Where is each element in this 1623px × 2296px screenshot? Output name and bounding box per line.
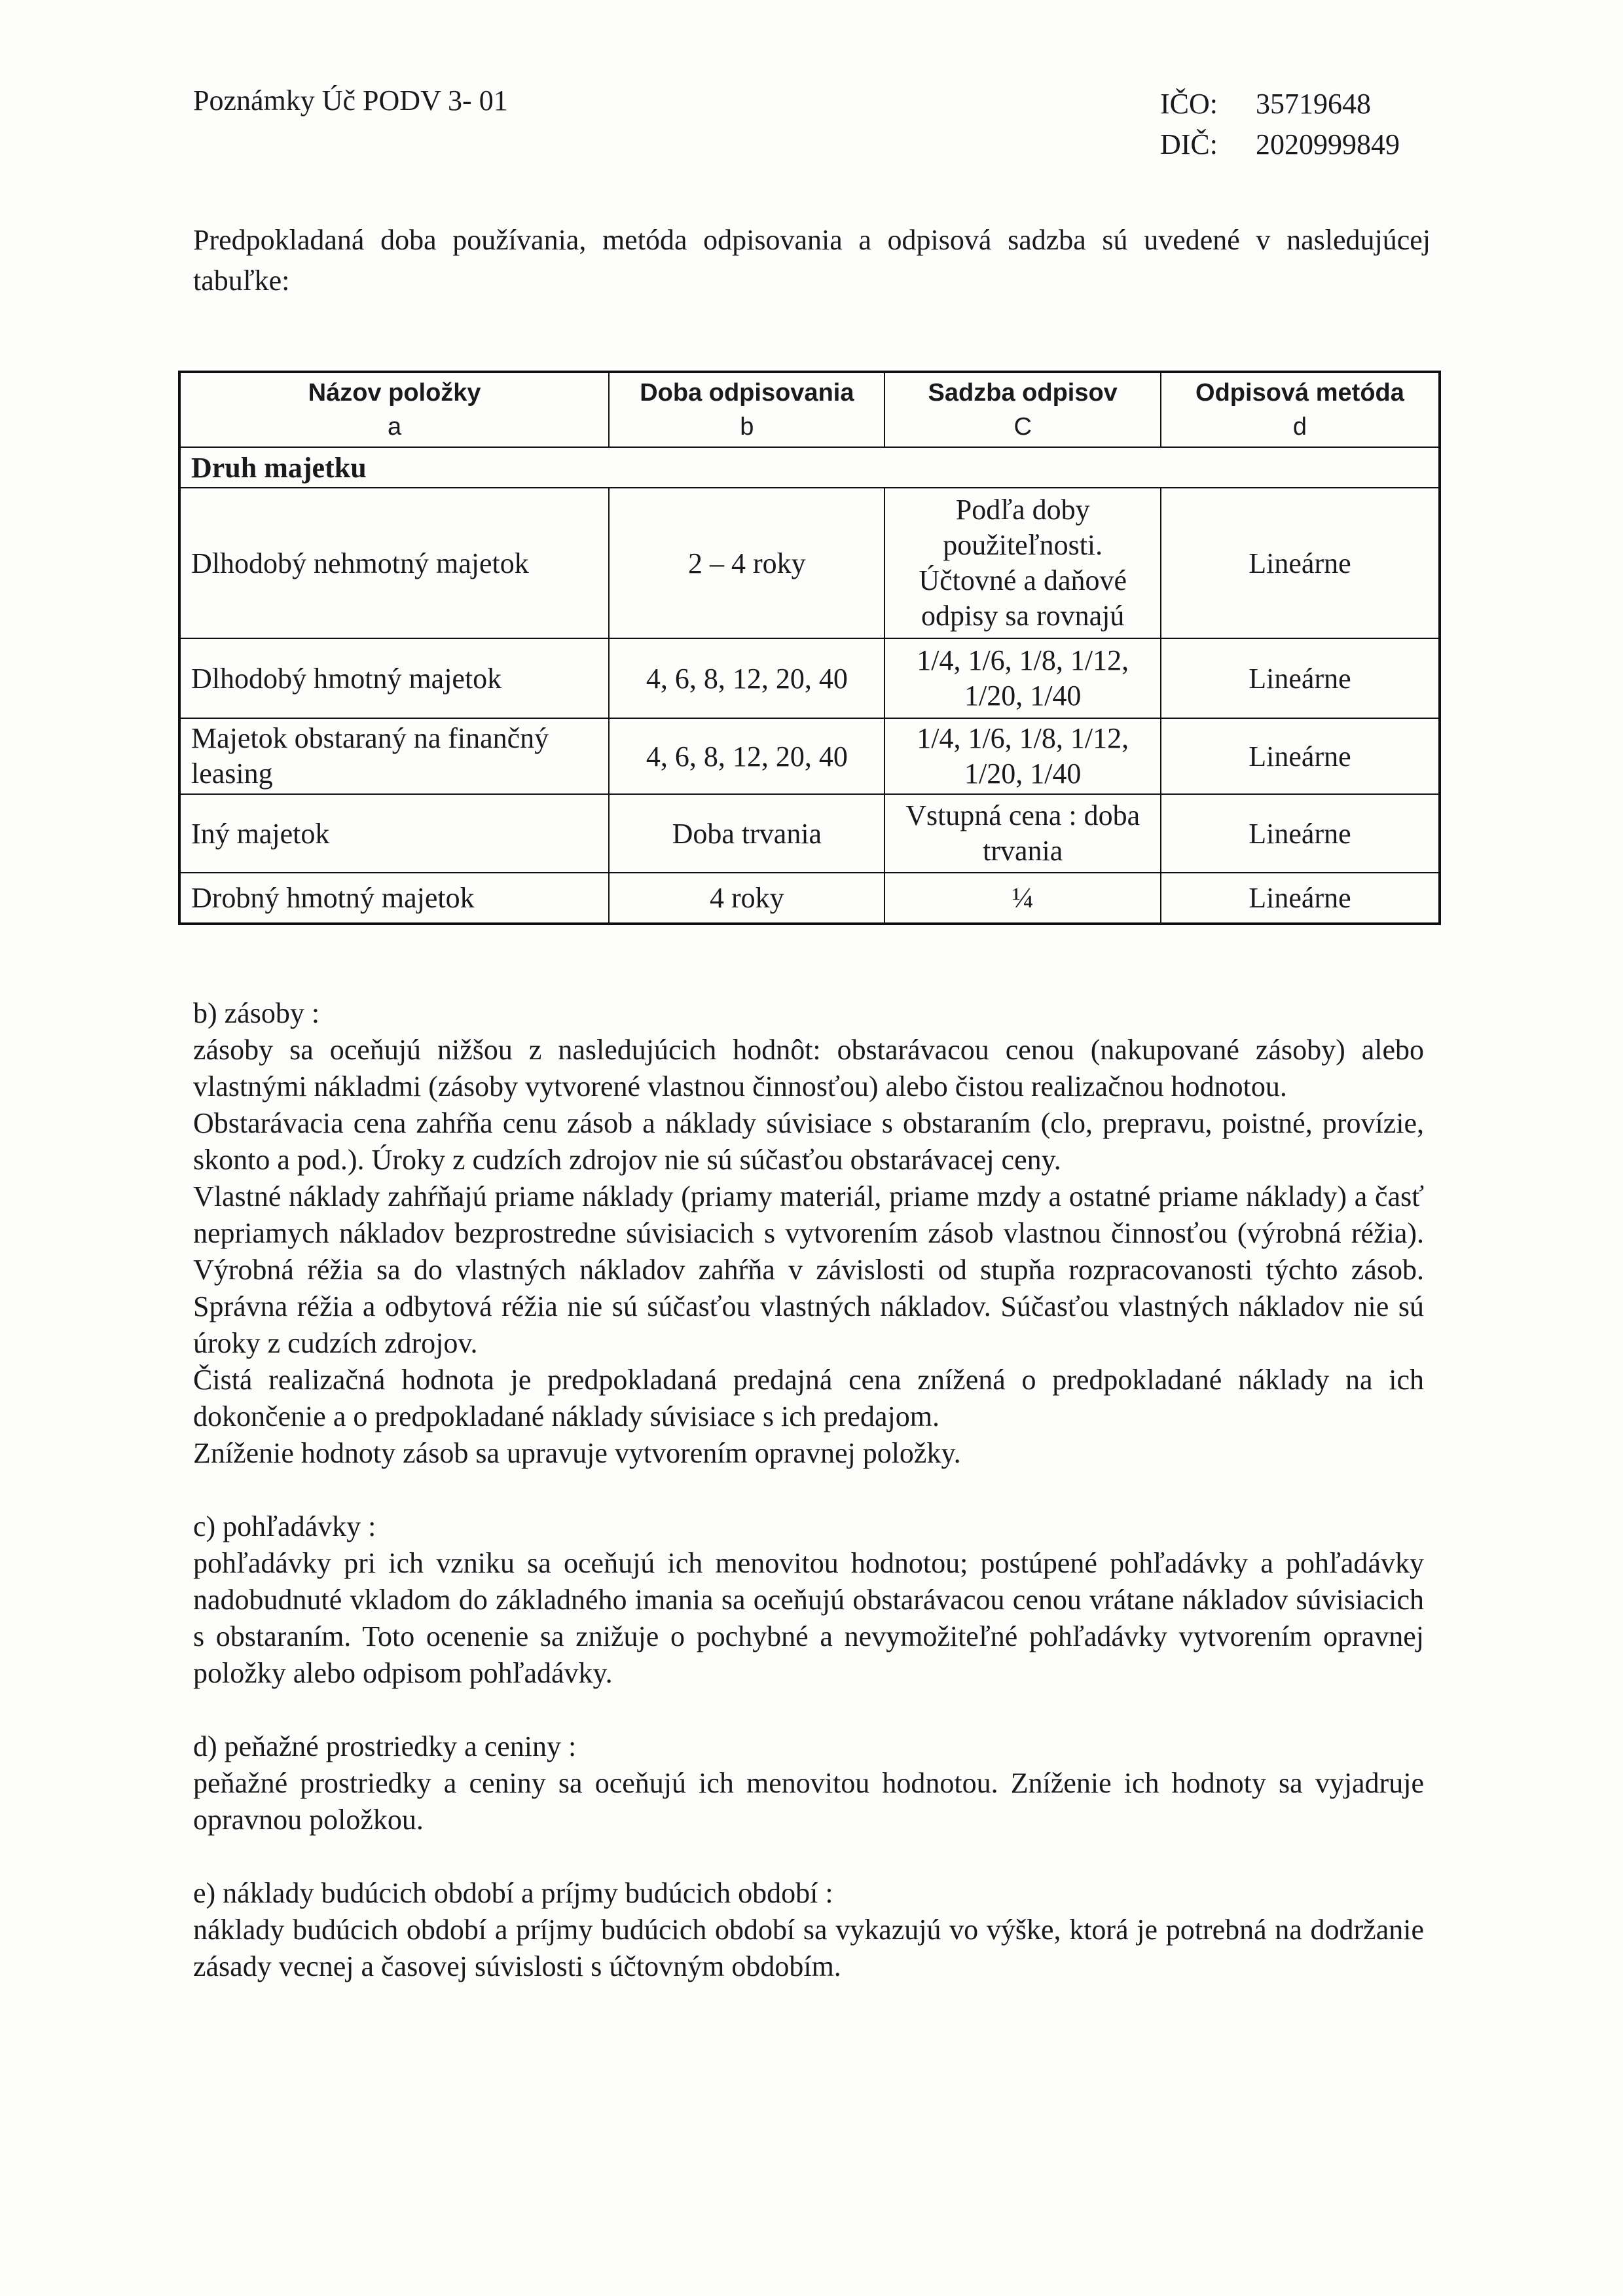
- cell-name: Drobný hmotný majetok: [179, 873, 609, 924]
- cell-method: Lineárne: [1161, 873, 1440, 924]
- section-title-naklady: e) náklady budúcich období a príjmy budúcich období :: [193, 1877, 833, 1909]
- col-header-method: Odpisová metóda d: [1161, 372, 1440, 447]
- section-row: [179, 447, 1440, 488]
- cell-period: 4 roky: [609, 873, 884, 924]
- cell-rate: 1/4, 1/6, 1/8, 1/12, 1/20, 1/40: [884, 638, 1160, 718]
- cell-name: Dlhodobý nehmotný majetok: [179, 488, 609, 638]
- table-row: [179, 873, 1440, 924]
- section-title-zasoby: b) zásoby :: [193, 997, 320, 1029]
- section-label: Druh majetku: [179, 447, 1440, 488]
- cell-period: 2 – 4 roky: [609, 488, 884, 638]
- table-row: [179, 794, 1440, 873]
- paragraph: Zníženie hodnoty zásob sa upravuje vytvorením opravnej položky.: [193, 1437, 961, 1469]
- company-ids: [1160, 84, 1400, 165]
- cell-method: Lineárne: [1161, 794, 1440, 873]
- col-header-name: Názov položky a: [179, 372, 609, 447]
- cell-method: Lineárne: [1161, 718, 1440, 794]
- paragraph: Obstarávacia cena zahŕňa cenu zásob a náklady súvisiace s obstaraním (clo, prepravu, poistné, provízie, skonto a pod.). Úroky z cudzích zdrojov nie sú súčasťou obstarávacej ceny.: [193, 1107, 1424, 1176]
- table-header-row: [179, 372, 1440, 447]
- cell-period: 4, 6, 8, 12, 20, 40: [609, 638, 884, 718]
- ico-label: IČO:: [1160, 88, 1218, 120]
- cell-rate: 1/4, 1/6, 1/8, 1/12, 1/20, 1/40: [884, 718, 1160, 794]
- paragraph: Vlastné náklady zahŕňajú priame náklady (priamy materiál, priame mzdy a ostatné priame náklady) a časť nepriamych nákladov bezprostredne súvisiacich s vytvorením zásob vlastnou činnosťou (výrobná réžia). Výrobná réžia sa do vlastných nákladov zahŕňa v závislosti od stupňa rozpracovanosti týchto zásob. Správna réžia a odbytová réžia nie sú súčasťou vlastných nákladov. Súčasťou vlastných nákladov nie sú úroky z cudzích zdrojov.: [193, 1180, 1424, 1359]
- table-row: [179, 718, 1440, 794]
- notes-body: [193, 995, 1424, 1985]
- dic-value: 2020999849: [1256, 128, 1400, 160]
- paragraph: náklady budúcich období a príjmy budúcich období sa vykazujú vo výške, ktorá je potrebná na dodržanie zásady vecnej a časovej súvislosti s účtovným obdobím.: [193, 1914, 1424, 1982]
- cell-rate: Vstupná cena : doba trvania: [884, 794, 1160, 873]
- cell-name: Dlhodobý hmotný majetok: [179, 638, 609, 718]
- col-header-rate: Sadzba odpisov C: [884, 372, 1160, 447]
- cell-name: Iný majetok: [179, 794, 609, 873]
- cell-period: 4, 6, 8, 12, 20, 40: [609, 718, 884, 794]
- section-title-penazne: d) peňažné prostriedky a ceniny :: [193, 1730, 577, 1762]
- intro-paragraph: Predpokladaná doba používania, metóda odpisovania a odpisová sadzba sú uvedené v nasledujúcej tabuľke:: [193, 224, 1431, 297]
- paragraph: Čistá realizačná hodnota je predpokladaná predajná cena znížená o predpokladané náklady na ich dokončenie a o predpokladané náklady súvisiace s ich predajom.: [193, 1364, 1424, 1432]
- cell-rate: Podľa doby použiteľnosti. Účtovné a daňové odpisy sa rovnajú: [884, 488, 1160, 638]
- paragraph: peňažné prostriedky a ceniny sa oceňujú ich menovitou hodnotou. Zníženie ich hodnoty sa vyjadruje opravnou položkou.: [193, 1767, 1424, 1836]
- cell-method: Lineárne: [1161, 488, 1440, 638]
- section-title-pohladavky: c) pohľadávky :: [193, 1510, 376, 1542]
- cell-name: Majetok obstaraný na finančný leasing: [179, 718, 609, 794]
- paragraph: zásoby sa oceňujú nižšou z nasledujúcich hodnôt: obstarávacou cenou (nakupované zásoby) alebo vlastnými nákladmi (zásoby vytvorené vlastnou činnosťou) alebo čistou realizačnou hodnotou.: [193, 1034, 1424, 1102]
- cell-rate: ¼: [884, 873, 1160, 924]
- col-header-period: Doba odpisovania b: [609, 372, 884, 447]
- table-row: [179, 638, 1440, 718]
- cell-period: Doba trvania: [609, 794, 884, 873]
- ico-value: 35719648: [1256, 88, 1371, 120]
- table-row: [179, 488, 1440, 638]
- paragraph: pohľadávky pri ich vzniku sa oceňujú ich menovitou hodnotou; postúpené pohľadávky a pohľadávky nadobudnuté vkladom do základného imania sa oceňujú obstarávacou cenou vrátane nákladov súvisiacich s obstaraním. Toto ocenenie sa znižuje o pochybné a nevymožiteľné pohľadávky vytvorením opravnej položky alebo odpisom pohľadávky.: [193, 1547, 1424, 1689]
- dic-label: DIČ:: [1160, 128, 1218, 160]
- depreciation-table: [178, 371, 1441, 925]
- document-reference: Poznámky Úč PODV 3- 01: [193, 84, 508, 117]
- cell-method: Lineárne: [1161, 638, 1440, 718]
